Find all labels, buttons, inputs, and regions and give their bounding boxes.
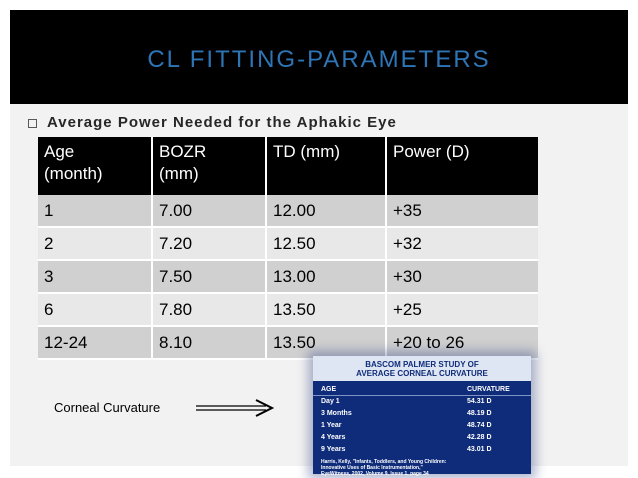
study-age: 9 Years — [321, 446, 346, 453]
cell-bozr: 7.50 — [152, 260, 266, 293]
study-curvature: 48.19 D — [467, 410, 492, 417]
cell-power: +30 — [386, 260, 538, 293]
table-row — [38, 195, 538, 227]
table-row — [38, 326, 538, 359]
header-bozr-line2: (mm) — [159, 164, 199, 183]
cell-td: 12.50 — [266, 227, 386, 260]
cell-td: 13.00 — [266, 260, 386, 293]
cell-age: 3 — [38, 260, 152, 293]
bascom-palmer-study-image — [313, 356, 531, 477]
header-power — [386, 137, 538, 195]
study-curvature: 54.31 D — [467, 398, 492, 405]
cell-power: +35 — [386, 195, 538, 227]
study-citation-line2: Innovative Uses of Basic Instrumentation," — [321, 465, 423, 471]
cell-bozr: 7.20 — [152, 227, 266, 260]
study-curvature: 43.01 D — [467, 446, 492, 453]
table-header-row — [38, 137, 538, 195]
study-title-line2: AVERAGE CORNEAL CURVATURE — [356, 369, 488, 378]
title-bar — [10, 10, 628, 104]
study-citation-line1: Harris, Kelly, "Infants, Toddlers, and Young Children: — [321, 459, 447, 465]
bullet-row — [28, 112, 397, 132]
study-col-age: AGE — [321, 386, 337, 393]
study-row — [313, 408, 531, 420]
header-bozr — [152, 137, 266, 195]
study-age: 4 Years — [321, 434, 346, 441]
cell-power: +20 to 26 — [386, 326, 538, 359]
header-bozr-line1: BOZR — [159, 142, 207, 161]
table-row — [38, 227, 538, 260]
study-row — [313, 420, 531, 432]
cell-bozr: 7.00 — [152, 195, 266, 227]
table-row — [38, 260, 538, 293]
header-age-line1: Age — [44, 142, 75, 161]
cell-age: 1 — [38, 195, 152, 227]
study-title-line1: BASCOM PALMER STUDY OF — [365, 360, 479, 369]
cell-td: 12.00 — [266, 195, 386, 227]
study-title — [313, 356, 531, 381]
study-age: Day 1 — [321, 398, 340, 405]
cell-age: 2 — [38, 227, 152, 260]
header-age — [38, 137, 152, 195]
header-td-line1: TD (mm) — [273, 142, 341, 161]
study-citation-line3: EyeWitness, 2002, Volume 9, Issue 1, page 34 — [321, 471, 429, 477]
cell-age: 6 — [38, 293, 152, 326]
header-age-line2: (month) — [44, 164, 103, 183]
cell-power: +32 — [386, 227, 538, 260]
study-row — [313, 396, 531, 408]
table-row — [38, 293, 538, 326]
study-curvature: 48.74 D — [467, 422, 492, 429]
study-age: 1 Year — [321, 422, 342, 429]
study-row — [313, 432, 531, 444]
study-row — [313, 444, 531, 456]
study-column-headers — [313, 384, 531, 396]
cell-td: 13.50 — [266, 326, 386, 359]
study-col-curvature: CURVATURE — [467, 386, 510, 393]
cell-bozr: 7.80 — [152, 293, 266, 326]
cell-power: +25 — [386, 293, 538, 326]
study-age: 3 Months — [321, 410, 352, 417]
study-citation — [313, 456, 531, 477]
parameters-table — [38, 137, 538, 360]
bullet-text: Average Power Needed for the Aphakic Eye — [47, 113, 397, 131]
cell-bozr: 8.10 — [152, 326, 266, 359]
slide-title: CL FITTING-PARAMETERS — [147, 46, 491, 73]
cell-td: 13.50 — [266, 293, 386, 326]
square-bullet-icon — [28, 119, 37, 128]
corneal-curvature-label: Corneal Curvature — [54, 400, 161, 415]
study-curvature: 42.28 D — [467, 434, 492, 441]
header-power-line1: Power (D) — [393, 142, 470, 161]
header-td — [266, 137, 386, 195]
cell-age: 12-24 — [38, 326, 152, 359]
arrow-right-icon — [196, 398, 276, 418]
